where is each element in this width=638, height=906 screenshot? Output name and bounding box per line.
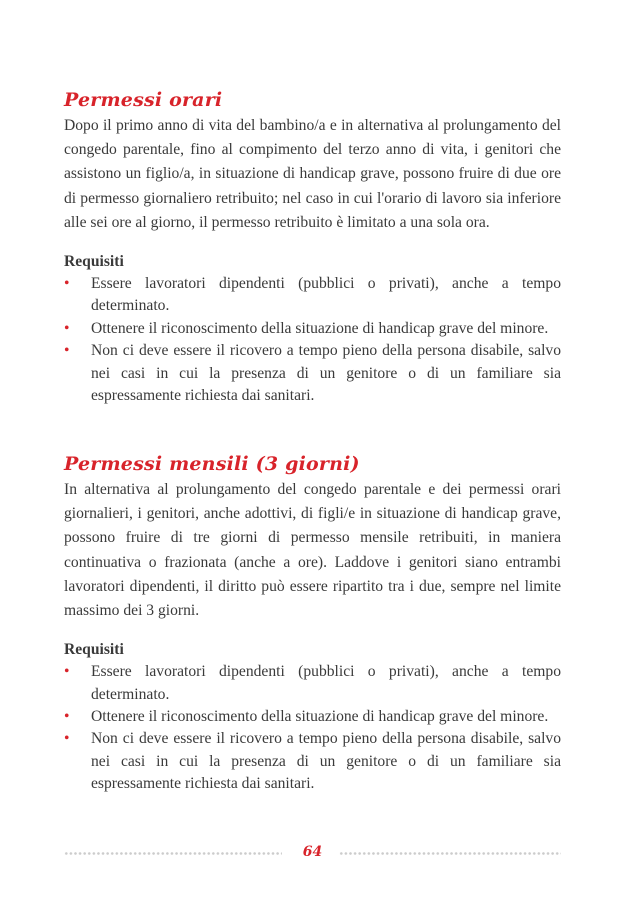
- bullet-icon: •: [64, 319, 70, 337]
- requirement-text: Non ci deve essere il ricovero a tempo pieno della persona disabile, salvo nei casi in cui la presenza di un genitore o di un familiare sia espressamente richiesta dai sanitari.: [91, 342, 561, 405]
- requirements-label: Requisiti: [64, 641, 124, 659]
- requirement-item: [64, 273, 561, 318]
- requirement-item: [64, 661, 561, 706]
- section-body: Dopo il primo anno di vita del bambino/a e in alternativa al prolungamento del congedo parentale, fino al compimento del terzo anno di vita, i genitori che assistono un figlio/a, in situazione di handicap grave, possono fruire di due ore di permesso giornaliero retribuito; nel caso in cui l'orario di lavoro sia inferiore alle sei ore al giorno, il permesso retribuito è limitato a una sola ora.: [64, 117, 561, 231]
- requirement-text: Ottenere il riconoscimento della situazione di handicap grave del minore.: [91, 708, 549, 726]
- page-number: 64: [302, 844, 323, 860]
- bullet-icon: •: [64, 730, 70, 748]
- requirement-text: Ottenere il riconoscimento della situazione di handicap grave del minore.: [91, 319, 549, 337]
- bullet-icon: •: [64, 275, 70, 293]
- requirement-item: [64, 706, 561, 728]
- section-heading: Permessi orari: [64, 89, 223, 111]
- bullet-icon: •: [64, 708, 70, 726]
- section-body: In alternativa al prolungamento del congedo parentale e dei permessi orari giornalieri, i genitori, anche adottivi, di figli/e in situazione di handicap grave, possono fruire di tre giorni di permesso mensile retribuiti, in maniera continuativa o frazionata (anche a ore). Laddove i genitori siano entrambi lavoratori dipendenti, il diritto può essere ripartito tra i due, sempre nel limite massimo dei 3 giorni.: [64, 481, 561, 620]
- requirement-text: Essere lavoratori dipendenti (pubblici o privati), anche a tempo determinato.: [91, 663, 561, 703]
- requirements-list: [64, 661, 561, 795]
- requirement-item: [64, 728, 561, 795]
- bullet-icon: •: [64, 342, 70, 360]
- section-permessi-orari: [64, 88, 561, 407]
- requirement-item: [64, 340, 561, 407]
- requirements-list: [64, 273, 561, 407]
- requirement-text: Non ci deve essere il ricovero a tempo pieno della persona disabile, salvo nei casi in cui la presenza di un genitore o di un familiare sia espressamente richiesta dai sanitari.: [91, 730, 561, 793]
- requirement-text: Essere lavoratori dipendenti (pubblici o privati), anche a tempo determinato.: [91, 275, 561, 315]
- dotted-divider-right: [339, 852, 561, 855]
- section-heading: Permessi mensili (3 giorni): [64, 453, 360, 475]
- requirements-label: Requisiti: [64, 253, 124, 271]
- page-footer: [64, 840, 561, 864]
- section-permessi-mensili: [64, 452, 561, 796]
- bullet-icon: •: [64, 663, 70, 681]
- requirement-item: [64, 318, 561, 340]
